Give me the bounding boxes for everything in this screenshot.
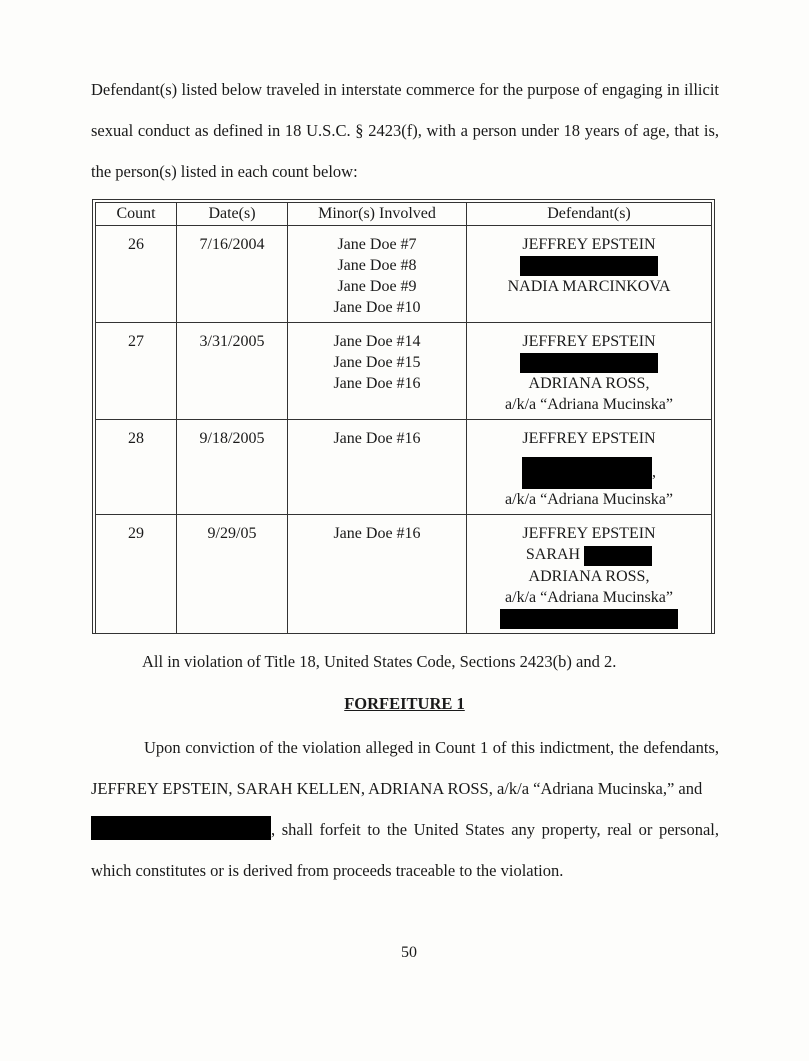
table-row: [96, 420, 712, 515]
redaction-box: [584, 546, 652, 566]
defendants-cell: [467, 515, 712, 634]
minor-name: Jane Doe #16: [333, 525, 421, 543]
redaction-box: [500, 609, 678, 629]
redaction-box: [520, 353, 658, 373]
table-header-row: [96, 203, 712, 226]
page-number: 50: [401, 944, 417, 961]
count-cell: 29: [96, 515, 177, 634]
forfeiture-text-part1: Upon conviction of the violation alleged in Count 1 of this indictment, the defendants, JEFFREY EPSTEIN, SARAH KELLEN, ADRIANA ROSS, a/k/a “Adriana Mucinska,” and: [91, 738, 719, 798]
redaction-box: [91, 816, 271, 840]
defendant-name: ADRIANA ROSS,: [528, 567, 650, 585]
header-dates: Date(s): [177, 203, 288, 226]
defendants-cell: [467, 323, 712, 420]
defendant-alias: a/k/a “Adriana Mucinska”: [505, 491, 673, 509]
defendants-cell: [467, 420, 712, 515]
minors-cell: [288, 515, 467, 634]
intro-paragraph: Defendant(s) listed below traveled in interstate commerce for the purpose of engaging in illicit sexual conduct as defined in 18 U.S.C. § 2423(f), with a person under 18 years of age, that is, the person(s) listed in each count below:: [91, 80, 719, 181]
table-row: [96, 226, 712, 323]
minor-name: Jane Doe #16: [333, 375, 421, 392]
violation-statement: All in violation of Title 18, United States Code, Sections 2423(b) and 2.: [142, 652, 617, 671]
comma-text: ,: [652, 464, 656, 481]
defendant-name: JEFFREY EPSTEIN: [522, 430, 656, 448]
minor-name: Jane Doe #10: [333, 299, 421, 316]
defendants-cell: [467, 226, 712, 323]
header-defendants: Defendant(s): [467, 203, 712, 226]
date-cell: 9/29/05: [177, 515, 288, 634]
counts-table: [95, 202, 712, 634]
minor-name: Jane Doe #16: [333, 430, 421, 448]
date-cell: 9/18/2005: [177, 420, 288, 515]
minor-name: Jane Doe #7: [337, 236, 417, 253]
defendant-name: JEFFREY EPSTEIN: [522, 333, 656, 350]
defendant-name: ADRIANA ROSS,: [528, 375, 650, 393]
table-row: [96, 515, 712, 634]
header-count: Count: [96, 203, 177, 226]
date-cell: 3/31/2005: [177, 323, 288, 420]
minor-name: Jane Doe #8: [337, 257, 417, 274]
counts-table-frame: [92, 199, 715, 634]
forfeiture-heading: FORFEITURE 1: [344, 694, 465, 713]
count-cell: 26: [96, 226, 177, 323]
defendant-alias: a/k/a “Adriana Mucinska”: [505, 588, 673, 606]
defendant-name: JEFFREY EPSTEIN: [522, 525, 656, 543]
minors-cell: [288, 323, 467, 420]
minor-name: Jane Doe #9: [337, 278, 417, 295]
minor-name: Jane Doe #14: [333, 333, 421, 350]
defendant-alias: a/k/a “Adriana Mucinska”: [505, 396, 673, 414]
redaction-box: [520, 256, 658, 276]
minors-cell: [288, 226, 467, 323]
forfeiture-paragraph: [91, 727, 719, 891]
redaction-box: [522, 457, 652, 489]
defendant-name: SARAH: [525, 546, 581, 564]
date-cell: 7/16/2004: [177, 226, 288, 323]
defendant-name: JEFFREY EPSTEIN: [522, 236, 656, 253]
count-cell: 27: [96, 323, 177, 420]
table-row: [96, 323, 712, 420]
header-minors: Minor(s) Involved: [288, 203, 467, 226]
minor-name: Jane Doe #15: [333, 354, 421, 371]
count-cell: 28: [96, 420, 177, 515]
forfeiture-text-part2: , shall forfeit to the United States any property, real or personal, which constitutes or is derived from proceeds traceable to the violation.: [91, 820, 719, 880]
defendant-name: NADIA MARCINKOVA: [507, 278, 671, 296]
minors-cell: [288, 420, 467, 515]
